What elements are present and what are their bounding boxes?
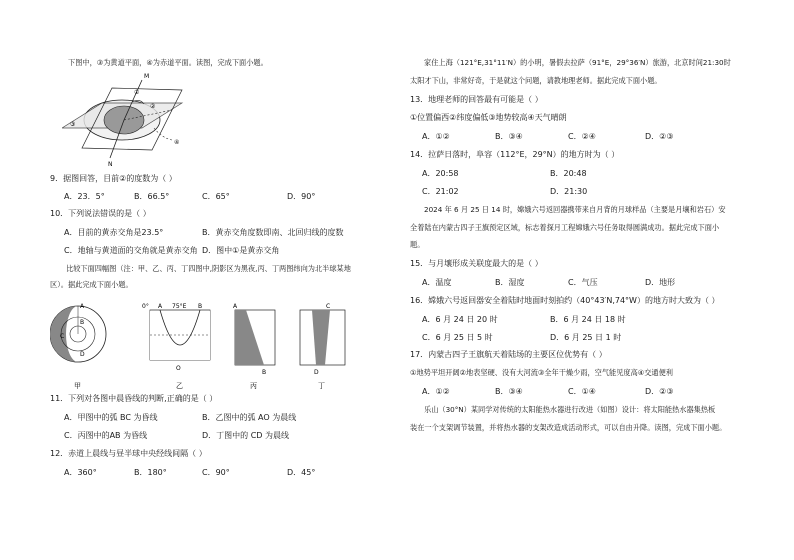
- q14-option-d[interactable]: D．21:30: [550, 187, 588, 196]
- q9-option-d[interactable]: D．90°: [287, 192, 316, 201]
- jia-c-label: C: [60, 333, 65, 340]
- q14-option-b[interactable]: B．20:48: [550, 169, 587, 178]
- q14-option-a[interactable]: A．20:58: [422, 169, 459, 178]
- q15-option-b[interactable]: B．湿度: [495, 278, 525, 287]
- q14-stem: 14．拉萨日落时，阜容（112°E，29°N）的地方时为（ ）: [410, 150, 620, 159]
- q12-option-b[interactable]: B．180°: [134, 468, 167, 477]
- yi-a-label: A: [158, 303, 163, 310]
- yi-o-label: O: [176, 365, 181, 372]
- jia-a-label: A: [80, 303, 85, 310]
- bing-a-label: A: [233, 303, 238, 310]
- label-one: ①: [134, 89, 140, 96]
- q16-option-a[interactable]: A．6 月 24 日 20 时: [422, 315, 498, 324]
- q9-option-c[interactable]: C．65°: [202, 192, 230, 201]
- terminator-diagrams: [50, 300, 350, 392]
- caption-jia: 甲: [74, 382, 81, 390]
- q16-stem: 16．嫦娥六号返回器安全着陆时地面时刻拍约（40°43′N,74°W）的地方时大致为（ ）: [410, 296, 720, 305]
- right-intro-2b: 全着陆在内蒙古四子王旗预定区域，标志着探月工程嫦娥六号任务取得圆满成功。据此完成下面小: [410, 223, 720, 232]
- bing-b-label: B: [262, 369, 267, 376]
- label-three: ③: [70, 121, 76, 128]
- q11-option-c[interactable]: C．丙图中的AB 为昏线: [64, 431, 148, 440]
- q11-option-d[interactable]: D．丁图中的 CD 为晨线: [202, 431, 289, 440]
- ding-d-label: D: [314, 369, 319, 376]
- jia-b-label: B: [80, 319, 85, 326]
- q10-option-c[interactable]: C．地轴与黄道面的交角就是黄赤交角: [64, 246, 198, 255]
- q12-option-a[interactable]: A．360°: [64, 468, 97, 477]
- intro-text-2b: 区）。据此完成下面小题。: [50, 280, 133, 289]
- q17-option-d[interactable]: D．②③: [645, 387, 674, 396]
- q14-option-c[interactable]: C．21:02: [422, 187, 459, 196]
- right-intro-1b: 太阳才下山，非常好奇，于是就这个问题，请教地理老师。据此完成下面小题。: [410, 76, 662, 85]
- q11-stem: 11．下列对各图中晨昏线的判断,正确的是（ ）: [50, 394, 218, 403]
- q13-option-b[interactable]: B．③④: [495, 132, 523, 141]
- q9-option-b[interactable]: B．66.5°: [134, 192, 170, 201]
- q17-stem: 17．内蒙古四子王旗航天着陆场的主要区位优势有（ ）: [410, 350, 607, 359]
- q16-option-c[interactable]: C．6 月 25 日 5 时: [422, 333, 493, 342]
- q11-option-b[interactable]: B．乙图中的弧 AO 为晨线: [202, 413, 297, 422]
- intro-text-2a: 比较下面四幅图（注：甲、乙、丙、丁四图中,阴影区为黑夜,丙、丁两图纬向为北半球某地: [66, 264, 351, 273]
- yi-zero-label: 0°: [142, 303, 149, 310]
- q17-option-a[interactable]: A．①②: [422, 387, 450, 396]
- caption-yi: 乙: [176, 382, 183, 390]
- q13-option-d[interactable]: D．②③: [645, 132, 674, 141]
- q11-option-a[interactable]: A．甲图中的弧 BC 为昏线: [64, 413, 158, 422]
- right-intro-3b: 装在一个支架调节装置，并将热水器的支架改造成活动形式，可以自由升降。读图，完成下面小题。: [410, 423, 727, 432]
- caption-bing: 丙: [250, 382, 257, 390]
- q12-stem: 12．赤道上晨线与昼半球中央经线间隔（ ）: [50, 449, 207, 458]
- right-intro-3a: 乐山（30°N）某同学对传统的太阳能热水器进行改进（如图）设计：将太阳能热水器集热板: [424, 405, 716, 414]
- yi-75-label: 75°E: [172, 303, 187, 310]
- right-intro-2a: 2024 年 6 月 25 日 14 时，嫦娥六号返回器携带来自月背的月球样品（主要是月壤和岩石）安: [424, 205, 726, 214]
- q10-stem: 10．下列说法错误的是（ ）: [50, 209, 151, 218]
- right-intro-1a: 家住上海（121°E,31°11′N）的小明，暑假去拉萨（91°E，29°36′N）旅游，北京时间21:30时: [424, 58, 731, 67]
- q12-option-c[interactable]: C．90°: [202, 468, 230, 477]
- q17-option-c[interactable]: C．①④: [568, 387, 596, 396]
- q16-option-d[interactable]: D．6 月 25 日 1 时: [550, 333, 622, 342]
- label-four: ④: [174, 139, 180, 146]
- q13-items: ①位置偏西②纬度偏低③地势较高④天气晴朗: [410, 113, 567, 122]
- q13-option-c[interactable]: C．②④: [568, 132, 596, 141]
- q13-option-a[interactable]: A．①②: [422, 132, 450, 141]
- q10-option-b[interactable]: B．黄赤交角度数即南、北回归线的度数: [202, 228, 344, 237]
- q15-option-d[interactable]: D．地形: [645, 278, 676, 287]
- q15-option-a[interactable]: A．温度: [422, 278, 452, 287]
- ecliptic-diagram: [62, 68, 192, 168]
- q17-option-b[interactable]: B．③④: [495, 387, 523, 396]
- q9-option-a[interactable]: A．23．5°: [64, 192, 105, 201]
- q15-stem: 15．与月壤形成关联度最大的是（ ）: [410, 259, 543, 268]
- q13-stem: 13．地理老师的回答最有可能是（ ）: [410, 95, 543, 104]
- q15-option-c[interactable]: C．气压: [568, 278, 598, 287]
- label-two: ②: [150, 103, 156, 110]
- label-m: M: [144, 73, 150, 80]
- ding-c-label: C: [326, 303, 331, 310]
- label-n: N: [108, 161, 113, 168]
- q9-stem: 9．据图回答，目前②的度数为（ ）: [50, 174, 177, 183]
- right-intro-2c: 题。: [410, 240, 425, 249]
- q17-items: ①地势平坦开阔②地表坚硬、没有大河流③全年干燥少雨，空气能见度高④交通便利: [410, 368, 673, 377]
- q12-option-d[interactable]: D．45°: [287, 468, 316, 477]
- intro-text-1: 下图中，③为黄道平面，④为赤道平面。读图，完成下面小题。: [68, 58, 268, 67]
- q10-option-a[interactable]: A．目前的黄赤交角是23.5°: [64, 228, 164, 237]
- jia-d-label: D: [80, 351, 85, 358]
- q10-option-d[interactable]: D．图中①是黄赤交角: [202, 246, 280, 255]
- caption-ding: 丁: [318, 382, 325, 390]
- q16-option-b[interactable]: B．6 月 24 日 18 时: [550, 315, 626, 324]
- yi-b-label: B: [198, 303, 203, 310]
